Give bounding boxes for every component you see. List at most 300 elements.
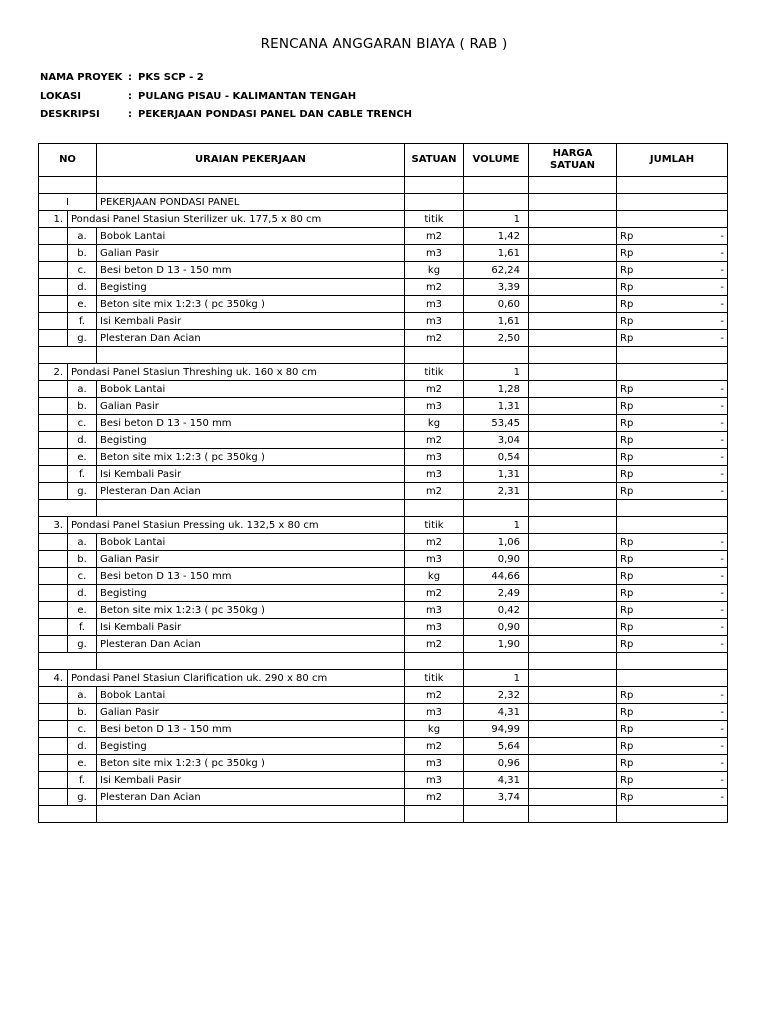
item-volume: 1,31 — [464, 466, 529, 483]
meta-value: PKS SCP - 2 — [138, 72, 204, 83]
header-harga — [529, 144, 617, 177]
item-satuan: m3 — [405, 313, 464, 330]
header-harga-line2: SATUAN — [550, 160, 595, 171]
item-description: Besi beton D 13 - 150 mm — [97, 721, 405, 738]
item-jumlah — [617, 568, 728, 585]
empty-row — [39, 500, 728, 517]
table-row — [39, 534, 728, 551]
currency-label: Rp — [620, 400, 634, 412]
empty-cell — [39, 619, 68, 636]
empty-cell — [39, 177, 97, 194]
amount-value: - — [720, 638, 724, 650]
amount-value: - — [720, 536, 724, 548]
meta-label: LOKASI — [40, 91, 81, 102]
item-volume: 0,42 — [464, 602, 529, 619]
empty-cell — [39, 313, 68, 330]
empty-cell — [39, 704, 68, 721]
currency-label: Rp — [620, 587, 634, 599]
item-jumlah — [617, 483, 728, 500]
item-harga — [529, 568, 617, 585]
section-number: I — [39, 194, 97, 211]
item-jumlah — [617, 585, 728, 602]
table-row — [39, 279, 728, 296]
amount-value: - — [720, 485, 724, 497]
amount-value: - — [720, 400, 724, 412]
empty-cell — [39, 585, 68, 602]
currency-label: Rp — [620, 332, 634, 344]
table-row — [39, 313, 728, 330]
empty-cell — [39, 687, 68, 704]
item-description: Besi beton D 13 - 150 mm — [97, 262, 405, 279]
currency-label: Rp — [620, 298, 634, 310]
item-volume: 1,61 — [464, 245, 529, 262]
item-description: Galian Pasir — [97, 704, 405, 721]
empty-cell — [617, 653, 728, 670]
empty-cell — [617, 194, 728, 211]
group-row — [39, 670, 728, 687]
empty-cell — [39, 466, 68, 483]
item-letter: e. — [68, 755, 97, 772]
table-row — [39, 755, 728, 772]
currency-label: Rp — [620, 604, 634, 616]
item-letter: b. — [68, 704, 97, 721]
item-harga — [529, 551, 617, 568]
group-satuan: titik — [405, 364, 464, 381]
item-volume: 1,31 — [464, 398, 529, 415]
item-harga — [529, 687, 617, 704]
item-satuan: m2 — [405, 432, 464, 449]
item-description: Isi Kembali Pasir — [97, 313, 405, 330]
group-number: 3. — [39, 517, 68, 534]
currency-label: Rp — [620, 383, 634, 395]
item-description: Bobok Lantai — [97, 228, 405, 245]
amount-value: - — [720, 570, 724, 582]
amount-value: - — [720, 587, 724, 599]
item-harga — [529, 330, 617, 347]
item-letter: e. — [68, 296, 97, 313]
empty-cell — [39, 500, 97, 517]
item-jumlah — [617, 534, 728, 551]
table-row — [39, 296, 728, 313]
table-row — [39, 381, 728, 398]
item-satuan: kg — [405, 568, 464, 585]
empty-cell — [39, 789, 68, 806]
item-description: Plesteran Dan Acian — [97, 330, 405, 347]
empty-cell — [405, 347, 464, 364]
empty-cell — [39, 228, 68, 245]
item-description: Begisting — [97, 279, 405, 296]
currency-label: Rp — [620, 689, 634, 701]
empty-cell — [617, 177, 728, 194]
empty-cell — [39, 636, 68, 653]
empty-cell — [39, 755, 68, 772]
amount-value: - — [720, 604, 724, 616]
empty-row — [39, 347, 728, 364]
header-jumlah: JUMLAH — [617, 144, 728, 177]
currency-label: Rp — [620, 757, 634, 769]
item-satuan: kg — [405, 721, 464, 738]
item-letter: f. — [68, 466, 97, 483]
item-harga — [529, 602, 617, 619]
table-row — [39, 551, 728, 568]
item-harga — [529, 296, 617, 313]
group-title-cell: Pondasi Panel Stasiun Sterilizer uk. 177,5 x 80 cm — [68, 211, 405, 228]
item-volume: 2,50 — [464, 330, 529, 347]
table-row — [39, 483, 728, 500]
item-volume: 1,42 — [464, 228, 529, 245]
item-harga — [529, 755, 617, 772]
item-volume: 0,90 — [464, 551, 529, 568]
empty-cell — [617, 806, 728, 823]
item-satuan: m2 — [405, 534, 464, 551]
item-description: Bobok Lantai — [97, 687, 405, 704]
group-satuan: titik — [405, 517, 464, 534]
group-number: 2. — [39, 364, 68, 381]
empty-cell — [405, 194, 464, 211]
item-satuan: m2 — [405, 381, 464, 398]
item-harga — [529, 381, 617, 398]
item-volume: 1,61 — [464, 313, 529, 330]
item-letter: b. — [68, 551, 97, 568]
empty-cell — [39, 534, 68, 551]
item-satuan: m2 — [405, 687, 464, 704]
amount-value: - — [720, 723, 724, 735]
empty-cell — [39, 398, 68, 415]
meta-project — [40, 72, 204, 83]
item-letter: a. — [68, 381, 97, 398]
empty-cell — [39, 738, 68, 755]
item-letter: c. — [68, 721, 97, 738]
item-letter: f. — [68, 619, 97, 636]
empty-cell — [39, 483, 68, 500]
item-satuan: m2 — [405, 483, 464, 500]
amount-value: - — [720, 621, 724, 633]
table-row — [39, 228, 728, 245]
item-letter: d. — [68, 279, 97, 296]
item-harga — [529, 415, 617, 432]
empty-cell — [39, 721, 68, 738]
item-volume: 94,99 — [464, 721, 529, 738]
item-letter: b. — [68, 398, 97, 415]
group-satuan: titik — [405, 670, 464, 687]
item-letter: c. — [68, 415, 97, 432]
group-volume: 1 — [464, 364, 529, 381]
item-description: Begisting — [97, 738, 405, 755]
item-description: Beton site mix 1:2:3 ( pc 350kg ) — [97, 755, 405, 772]
empty-cell — [97, 177, 405, 194]
item-description: Galian Pasir — [97, 245, 405, 262]
table-row — [39, 449, 728, 466]
item-volume: 2,49 — [464, 585, 529, 602]
item-satuan: m2 — [405, 330, 464, 347]
item-jumlah — [617, 262, 728, 279]
item-harga — [529, 432, 617, 449]
empty-cell — [405, 653, 464, 670]
amount-value: - — [720, 247, 724, 259]
item-jumlah — [617, 398, 728, 415]
amount-value: - — [720, 774, 724, 786]
item-satuan: m2 — [405, 738, 464, 755]
empty-cell — [39, 330, 68, 347]
item-volume: 2,32 — [464, 687, 529, 704]
item-letter: d. — [68, 432, 97, 449]
rab-table — [38, 143, 728, 823]
item-volume: 53,45 — [464, 415, 529, 432]
item-satuan: kg — [405, 262, 464, 279]
item-jumlah — [617, 619, 728, 636]
empty-cell — [529, 670, 617, 687]
meta-label: DESKRIPSI — [40, 109, 100, 120]
item-letter: g. — [68, 789, 97, 806]
item-letter: b. — [68, 245, 97, 262]
item-jumlah — [617, 415, 728, 432]
item-harga — [529, 262, 617, 279]
item-satuan: m3 — [405, 619, 464, 636]
item-volume: 2,31 — [464, 483, 529, 500]
item-description: Begisting — [97, 432, 405, 449]
item-letter: f. — [68, 313, 97, 330]
table-row — [39, 602, 728, 619]
item-jumlah — [617, 245, 728, 262]
empty-cell — [39, 551, 68, 568]
currency-label: Rp — [620, 536, 634, 548]
empty-cell — [617, 211, 728, 228]
meta-separator: : — [128, 72, 132, 83]
group-title-cell: Pondasi Panel Stasiun Clarification uk. 290 x 80 cm — [68, 670, 405, 687]
empty-row — [39, 177, 728, 194]
amount-value: - — [720, 706, 724, 718]
empty-cell — [39, 432, 68, 449]
item-volume: 44,66 — [464, 568, 529, 585]
currency-label: Rp — [620, 451, 634, 463]
item-description: Galian Pasir — [97, 551, 405, 568]
currency-label: Rp — [620, 434, 634, 446]
currency-label: Rp — [620, 553, 634, 565]
meta-label: NAMA PROYEK — [40, 72, 123, 83]
currency-label: Rp — [620, 740, 634, 752]
item-jumlah — [617, 228, 728, 245]
item-harga — [529, 228, 617, 245]
currency-label: Rp — [620, 723, 634, 735]
item-jumlah — [617, 687, 728, 704]
header-uraian: URAIAN PEKERJAAN — [97, 144, 405, 177]
item-volume: 3,39 — [464, 279, 529, 296]
item-jumlah — [617, 602, 728, 619]
item-satuan: m2 — [405, 585, 464, 602]
item-volume: 0,96 — [464, 755, 529, 772]
item-satuan: m3 — [405, 466, 464, 483]
empty-row — [39, 806, 728, 823]
currency-label: Rp — [620, 621, 634, 633]
item-letter: f. — [68, 772, 97, 789]
currency-label: Rp — [620, 570, 634, 582]
item-jumlah — [617, 432, 728, 449]
amount-value: - — [720, 383, 724, 395]
item-satuan: kg — [405, 415, 464, 432]
item-description: Bobok Lantai — [97, 534, 405, 551]
item-description: Plesteran Dan Acian — [97, 483, 405, 500]
item-letter: d. — [68, 738, 97, 755]
item-jumlah — [617, 636, 728, 653]
item-harga — [529, 313, 617, 330]
item-jumlah — [617, 755, 728, 772]
table-row — [39, 585, 728, 602]
group-volume: 1 — [464, 517, 529, 534]
group-volume: 1 — [464, 211, 529, 228]
item-letter: a. — [68, 228, 97, 245]
item-harga — [529, 772, 617, 789]
table-row — [39, 330, 728, 347]
currency-label: Rp — [620, 315, 634, 327]
item-volume: 4,31 — [464, 704, 529, 721]
header-row — [39, 144, 728, 177]
section-row — [39, 194, 728, 211]
table-row — [39, 636, 728, 653]
empty-cell — [39, 449, 68, 466]
header-volume: VOLUME — [464, 144, 529, 177]
item-jumlah — [617, 330, 728, 347]
empty-cell — [39, 772, 68, 789]
meta-value: PEKERJAAN PONDASI PANEL DAN CABLE TRENCH — [138, 109, 413, 120]
empty-cell — [39, 262, 68, 279]
item-jumlah — [617, 381, 728, 398]
item-volume: 3,74 — [464, 789, 529, 806]
table-row — [39, 398, 728, 415]
item-letter: a. — [68, 687, 97, 704]
table-row — [39, 721, 728, 738]
item-jumlah — [617, 313, 728, 330]
item-satuan: m3 — [405, 449, 464, 466]
group-title-cell: Pondasi Panel Stasiun Threshing uk. 160 x 80 cm — [68, 364, 405, 381]
empty-cell — [464, 194, 529, 211]
item-harga — [529, 789, 617, 806]
item-jumlah — [617, 738, 728, 755]
currency-label: Rp — [620, 706, 634, 718]
item-harga — [529, 704, 617, 721]
amount-value: - — [720, 791, 724, 803]
item-description: Isi Kembali Pasir — [97, 619, 405, 636]
table-row — [39, 245, 728, 262]
group-row — [39, 517, 728, 534]
item-satuan: m2 — [405, 279, 464, 296]
item-letter: d. — [68, 585, 97, 602]
meta-value: PULANG PISAU - KALIMANTAN TENGAH — [138, 91, 357, 102]
empty-cell — [529, 211, 617, 228]
item-jumlah — [617, 704, 728, 721]
table-row — [39, 738, 728, 755]
table-row — [39, 262, 728, 279]
section-title: PEKERJAAN PONDASI PANEL — [97, 194, 405, 211]
currency-label: Rp — [620, 791, 634, 803]
item-satuan: m3 — [405, 602, 464, 619]
item-jumlah — [617, 789, 728, 806]
item-letter: c. — [68, 262, 97, 279]
group-number: 1. — [39, 211, 68, 228]
empty-cell — [405, 177, 464, 194]
item-volume: 1,28 — [464, 381, 529, 398]
item-letter: e. — [68, 602, 97, 619]
item-jumlah — [617, 449, 728, 466]
item-description: Beton site mix 1:2:3 ( pc 350kg ) — [97, 296, 405, 313]
item-letter: c. — [68, 568, 97, 585]
amount-value: - — [720, 315, 724, 327]
empty-cell — [405, 500, 464, 517]
item-satuan: m2 — [405, 789, 464, 806]
group-number: 4. — [39, 670, 68, 687]
currency-label: Rp — [620, 417, 634, 429]
empty-cell — [39, 415, 68, 432]
empty-cell — [529, 517, 617, 534]
empty-row — [39, 653, 728, 670]
item-letter: e. — [68, 449, 97, 466]
item-harga — [529, 534, 617, 551]
item-volume: 5,64 — [464, 738, 529, 755]
item-letter: g. — [68, 483, 97, 500]
item-harga — [529, 245, 617, 262]
currency-label: Rp — [620, 230, 634, 242]
header-satuan: SATUAN — [405, 144, 464, 177]
table-row — [39, 704, 728, 721]
item-jumlah — [617, 551, 728, 568]
empty-cell — [39, 245, 68, 262]
item-harga — [529, 721, 617, 738]
table-row — [39, 772, 728, 789]
item-description: Bobok Lantai — [97, 381, 405, 398]
item-jumlah — [617, 721, 728, 738]
group-row — [39, 211, 728, 228]
empty-cell — [464, 177, 529, 194]
amount-value: - — [720, 281, 724, 293]
amount-value: - — [720, 434, 724, 446]
currency-label: Rp — [620, 281, 634, 293]
item-letter: a. — [68, 534, 97, 551]
currency-label: Rp — [620, 485, 634, 497]
item-volume: 0,90 — [464, 619, 529, 636]
empty-cell — [617, 347, 728, 364]
empty-cell — [464, 806, 529, 823]
table-row — [39, 687, 728, 704]
item-satuan: m3 — [405, 398, 464, 415]
item-volume: 0,60 — [464, 296, 529, 313]
empty-cell — [617, 517, 728, 534]
item-volume: 62,24 — [464, 262, 529, 279]
empty-cell — [39, 347, 97, 364]
item-description: Beton site mix 1:2:3 ( pc 350kg ) — [97, 449, 405, 466]
empty-cell — [39, 381, 68, 398]
item-jumlah — [617, 296, 728, 313]
item-harga — [529, 466, 617, 483]
item-description: Isi Kembali Pasir — [97, 772, 405, 789]
item-satuan: m3 — [405, 772, 464, 789]
group-volume: 1 — [464, 670, 529, 687]
empty-cell — [464, 500, 529, 517]
item-harga — [529, 483, 617, 500]
empty-cell — [529, 194, 617, 211]
table-row — [39, 415, 728, 432]
currency-label: Rp — [620, 774, 634, 786]
item-harga — [529, 738, 617, 755]
empty-cell — [39, 279, 68, 296]
header-harga-line1: HARGA — [552, 148, 593, 159]
header-no: NO — [39, 144, 97, 177]
item-jumlah — [617, 466, 728, 483]
meta-description — [40, 109, 412, 120]
item-volume: 1,90 — [464, 636, 529, 653]
empty-cell — [617, 500, 728, 517]
item-description: Galian Pasir — [97, 398, 405, 415]
item-letter: g. — [68, 330, 97, 347]
empty-cell — [97, 806, 405, 823]
